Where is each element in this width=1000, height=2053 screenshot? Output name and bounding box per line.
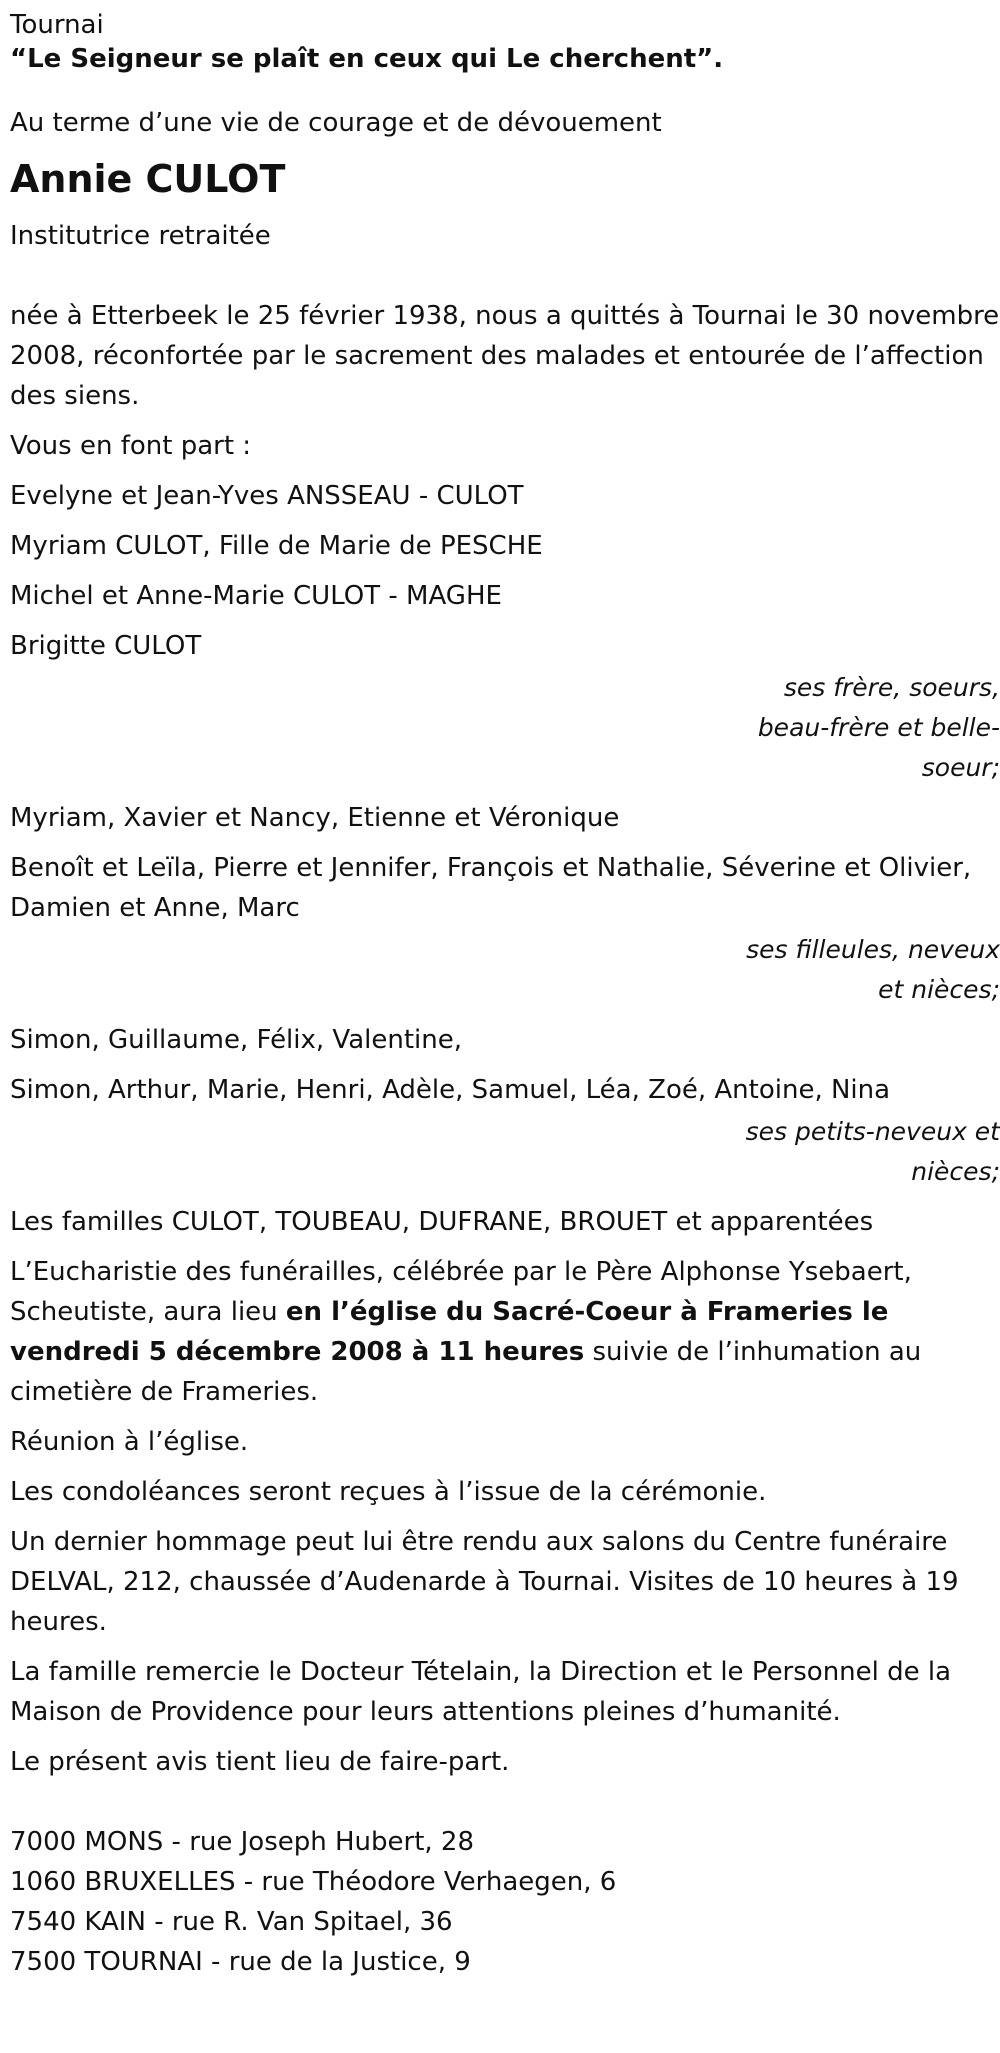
relation-line: nièces; (911, 1157, 1000, 1186)
relation-line: ses frère, soeurs, (783, 673, 1000, 702)
address-line: 1060 BRUXELLES - rue Théodore Verhaegen, 6 (10, 1867, 617, 1897)
address-line: 7540 KAIN - rue R. Van Spitael, 36 (10, 1907, 453, 1937)
address-line: 7000 MONS - rue Joseph Hubert, 28 (10, 1827, 475, 1857)
niece-names: Benoît et Leïla, Pierre et Jennifer, François et Nathalie, Séverine et Olivier, Damien et Anne, Marc (10, 853, 972, 923)
grandniece-names: Simon, Arthur, Marie, Henri, Adèle, Samuel, Léa, Zoé, Antoine, Nina (10, 1075, 891, 1105)
sibling-name: Evelyne et Jean-Yves ANSSEAU - CULOT (10, 481, 524, 511)
grandnieces-group (10, 1020, 1000, 1192)
thanks-paragraph: La famille remercie le Docteur Tételain, la Direction et le Personnel de la Maison de Providence pour leurs attentions pleines d’humanité. (10, 1657, 952, 1727)
intro-line: Au terme d’une vie de courage et de dévouement (10, 108, 662, 138)
spacer (10, 266, 1000, 296)
siblings-group (10, 476, 1000, 788)
address-list (10, 1822, 1000, 1982)
relation-line: soeur; (921, 753, 1000, 782)
deceased-name: Annie CULOT (10, 157, 286, 201)
nieces-group (10, 798, 1000, 1010)
faire-part-line: Le présent avis tient lieu de faire-part. (10, 1747, 510, 1777)
sibling-name: Michel et Anne-Marie CULOT - MAGHE (10, 581, 502, 611)
grandnieces-relation (10, 1112, 1000, 1192)
relation-line: beau-frère et belle- (757, 713, 1000, 742)
motto-quote: “Le Seigneur se plaît en ceux qui Le cherchent”. (10, 44, 724, 74)
relation-line: ses petits-neveux et (745, 1117, 1000, 1146)
spacer (10, 76, 1000, 106)
sibling-name: Brigitte CULOT (10, 631, 202, 661)
grandniece-names: Simon, Guillaume, Félix, Valentine, (10, 1025, 462, 1055)
announce-line: Vous en font part : (10, 431, 252, 461)
relation-line: et nièces; (878, 975, 1000, 1004)
families-line: Les familles CULOT, TOUBEAU, DUFRANE, BROUET et apparentées (10, 1207, 874, 1237)
homage-paragraph: Un dernier hommage peut lui être rendu aux salons du Centre funéraire DELVAL, 212, chaussée d’Audenarde à Tournai. Visites de 10 heures à 19 heures. (10, 1527, 959, 1637)
reunion-line: Réunion à l’église. (10, 1427, 249, 1457)
condolences-line: Les condoléances seront reçues à l’issue de la cérémonie. (10, 1477, 767, 1507)
profession: Institutrice retraitée (10, 221, 271, 251)
funeral-text: suivie de l’inhumation au cimetière de Frameries. (10, 1337, 922, 1407)
funeral-text: L’Eucharistie des funérailles, célébrée par le Père Alphonse Ysebaert, Scheutiste, aura lieu (10, 1257, 912, 1327)
relation-line: ses filleules, neveux (746, 935, 1000, 964)
nieces-relation (10, 930, 1000, 1010)
niece-names: Myriam, Xavier et Nancy, Etienne et Véronique (10, 803, 620, 833)
funeral-paragraph (10, 1252, 1000, 1412)
siblings-relation (10, 668, 1000, 788)
address-line: 7500 TOURNAI - rue de la Justice, 9 (10, 1947, 471, 1977)
spacer (10, 1792, 1000, 1822)
sibling-name: Myriam CULOT, Fille de Marie de PESCHE (10, 531, 543, 561)
funeral-location-date: en l’église du Sacré-Coeur à Frameries le vendredi 5 décembre 2008 à 11 heures (10, 1297, 889, 1367)
birth-death-paragraph: née à Etterbeek le 25 février 1938, nous a quittés à Tournai le 30 novembre 2008, réconfortée par le sacrement des malades et entourée de l’affection des siens. (10, 301, 1000, 411)
city-heading: Tournai (10, 10, 104, 40)
